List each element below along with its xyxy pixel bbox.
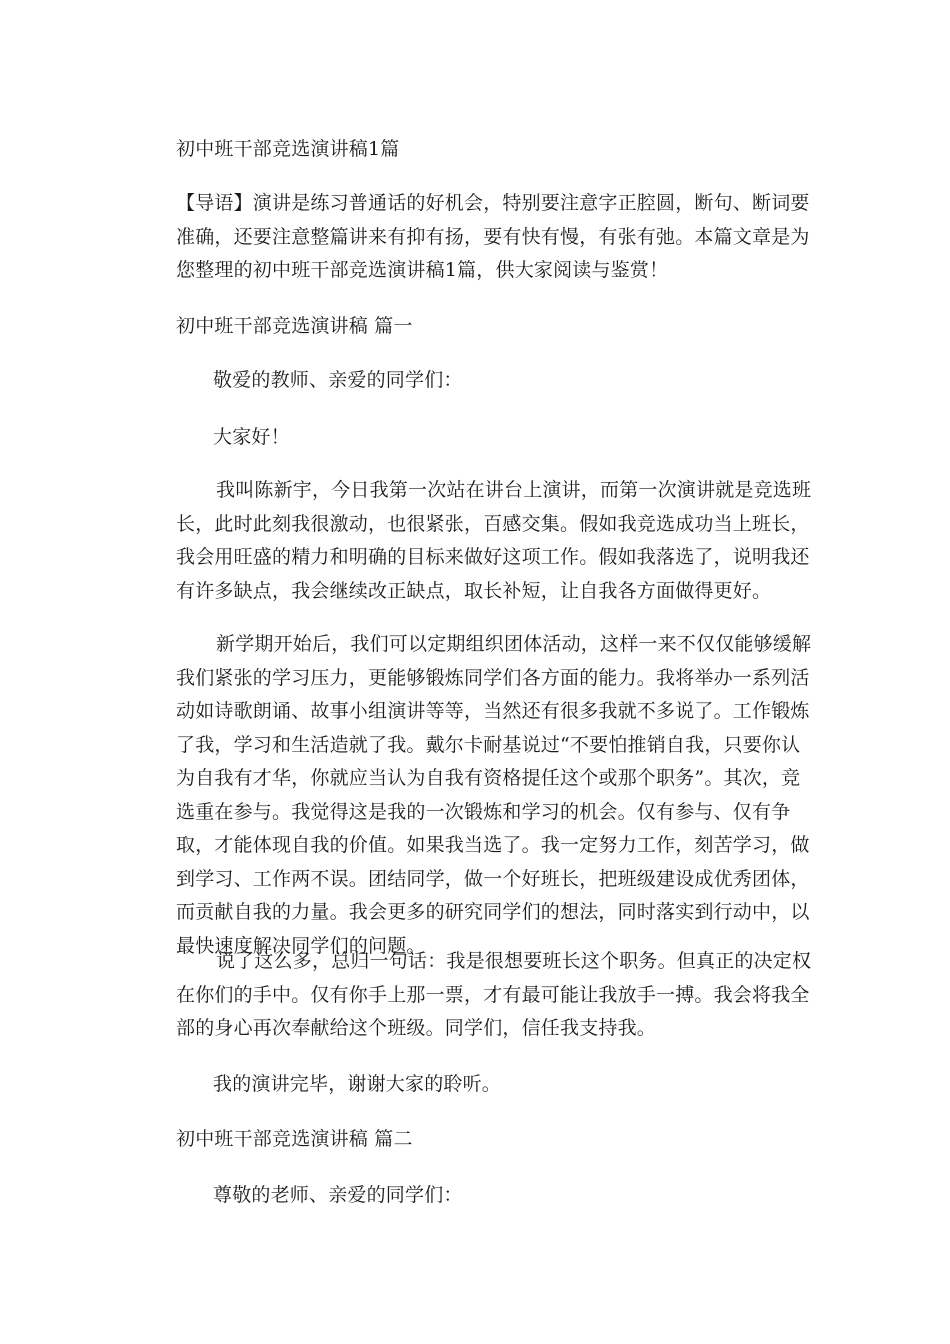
document-title: 初中班干部竞选演讲稿1篇	[176, 138, 400, 160]
section1-paragraph: 新学期开始后，我们可以定期组织团体活动，这样一来不仅仅能够缓解我们紧张的学习压力，更能够锻炼同学们各方面的能力。我将举办一系列活动如诗歌朗诵、故事小组演讲等等，当然还有很多我就不多说了。工作锻炼了我，学习和生活造就了我。戴尔卡耐基说过“不要怕推销自我，只要你认为自我有才华，你就应当认为自我有资格提任这个或那个职务”。其次，竞选重在参与。我觉得这是我的一次锻炼和学习的机会。仅有参与、仅有争取，才能体现自我的价值。如果我当选了。我一定努力工作，刻苦学习，做到学习、工作两不误。团结同学，做一个好班长，把班级建设成优秀团体，而贡献自我的力量。我会更多的研究同学们的想法，同时落实到行动中，以最快速度解决同学们的问题。	[176, 633, 812, 957]
section1-closing: 我的演讲完毕，谢谢大家的聆听。	[213, 1073, 502, 1095]
section1-heading: 初中班干部竞选演讲稿 篇一	[176, 315, 413, 337]
section1-paragraph: 我叫陈新宇，今日我第一次站在讲台上演讲，而第一次演讲就是竞选班长，此时此刻我很激动，也很紧张，百感交集。假如我竞选成功当上班长，我会用旺盛的精力和明确的目标来做好这项工作。假如我落选了，说明我还有许多缺点，我会继续改正缺点，取长补短，让自我各方面做得更好。	[176, 479, 812, 602]
intro-paragraph: 【导语】演讲是练习普通话的好机会，特别要注意字正腔圆，断句、断词要准确，还要注意整篇讲来有抑有扬，要有快有慢，有张有弛。本篇文章是为您整理的初中班干部竞选演讲稿1篇，供大家阅读与鉴赏！	[176, 192, 810, 281]
section1-greeting: 大家好！	[213, 426, 290, 448]
section2-heading: 初中班干部竞选演讲稿 篇二	[176, 1128, 413, 1150]
section2-salutation: 尊敬的老师、亲爱的同学们：	[213, 1184, 463, 1206]
section1-paragraph: 说了这么多，总归一句话：我是很想要班长这个职务。但真正的决定权在你们的手中。仅有你手上那一票，才有最可能让我放手一搏。我会将我全部的身心再次奉献给这个班级。同学们，信任我支持我。	[176, 950, 812, 1039]
section1-salutation: 敬爱的教师、亲爱的同学们：	[213, 369, 463, 391]
